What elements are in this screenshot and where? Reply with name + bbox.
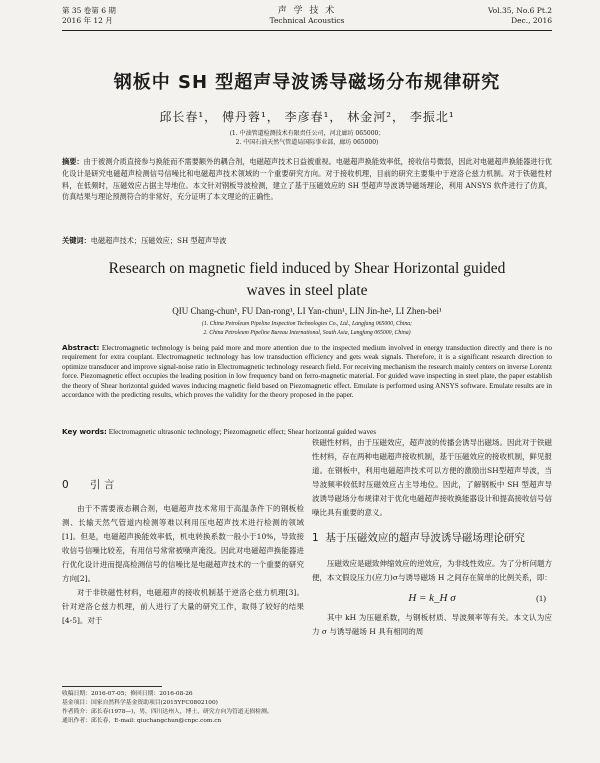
affiliations-en: [62, 320, 552, 337]
abstract-en: [62, 343, 552, 400]
footnote-received: 收稿日期：2016-07-05；修回日期：2016-08-26: [62, 691, 193, 697]
right-paragraph-1: 铁磁性材料，由于压磁效应，超声波的传播会诱导出磁场。因此对于铁磁性材料，存在两种电磁超声接收机制，基于压磁效应的接收机制，鲜见报道。在钢板中，利用电磁超声技术可以方便的激励出SH型超声导波，当导波频率较低时压磁效应占主导地位。因此，了解钢板中 SH 型超声导波诱导磁场分布规律对于优化电磁超声接收换能器设计和提高接收信号信噪比具有重要的意义。: [312, 438, 552, 517]
affiliation-cn-1: (1. 中油管道检测技术有限责任公司，河北廊坊 065000；: [229, 130, 385, 137]
footnote-author-bio: 作者简介：邱长春(1978—)，男，四川达州人，博士，研究方向为管道无损检测。: [62, 709, 273, 715]
section-0-number: 0: [62, 479, 69, 491]
title-en-line1: Research on magnetic field induced by Shear Horizontal guided: [108, 260, 506, 277]
affiliation-en-2: 2. China Petroleum Pipeline Bureau International, South Asia, Langfang 065000, China): [203, 329, 411, 336]
right-paragraph-3: 其中 kH 为压磁系数，与钢板材质、导波频率等有关。本文认为应力 σ 与诱导磁场 H 具有相同的周: [312, 613, 552, 636]
title-en: [62, 258, 552, 302]
footnote-rule: [62, 686, 162, 687]
authors-cn: 邱长春¹， 傅丹蓉¹， 李彦春¹， 林金河²， 李振北¹: [159, 110, 455, 124]
footnote-funding: 基金项目：国家自然科学基金资助项目(2015YFC0802100): [62, 700, 218, 706]
journal-name-en: Technical Acoustics: [269, 16, 345, 25]
title-cn: 钢板中 SH 型超声导波诱导磁场分布规律研究: [113, 72, 501, 93]
equation-1: [312, 591, 552, 605]
affiliations-cn: [62, 129, 552, 147]
section-1-heading: [312, 530, 552, 547]
header-center: [62, 6, 552, 26]
volume-en: Vol.35, No.6 Pt.2: [487, 6, 552, 15]
abstract-cn-text: 由于被测介质直接参与换能而不需要额外的耦合剂，电磁超声技术日益被重视。电磁超声换能效率低，接收信号微弱，因此对电磁超声换能器进行优化设计是研究电磁超声检测信号信噪比和电磁超声技术领域的一个重要研究方向。对于接收机理，目前的研究主要集中于逆洛仑兹力机制。对于铁磁性材料，在低频时，压磁效应占据主导地位。本文针对钢板导波检测，建立了基于压磁效应的 SH 型超声导波诱导磁场理论，利用 ANSYS 软件进行了仿真，仿真结果与理论预测符合的非常好，充分证明了本文理论的正确性。: [62, 157, 552, 202]
equation-1-number: (1): [536, 593, 546, 603]
keywords-en-text: Electromagnetic ultrasonic technology; Piezomagnetic effect; Shear horizontal guided waves: [108, 428, 377, 436]
keywords-en-label: Key words:: [62, 427, 107, 436]
affiliation-en-1: (1. China Petroleum Pipeline Inspection Technologies Co., Ltd., Langfang 065000, China;: [201, 321, 413, 327]
header-rule: [62, 30, 552, 31]
equation-1-body: H = k_H σ: [408, 592, 456, 604]
keywords-cn-text: 电磁超声技术；压磁效应；SH 型超声导波: [90, 236, 227, 245]
issue-date: 2016 年 12 月: [62, 16, 113, 25]
keywords-cn-label: 关键词：: [62, 236, 91, 245]
section-0-heading: [62, 478, 304, 492]
header-right: [488, 6, 552, 26]
abstract-cn: [62, 156, 552, 203]
footnotes: [62, 690, 304, 726]
volume-issue: 第 35 卷第 6 期: [62, 6, 116, 15]
section-0-title: 引 言: [90, 479, 115, 491]
keywords-cn: [62, 236, 552, 246]
journal-name-cn: 声 学 技 术: [277, 6, 337, 16]
intro-paragraph-2: 对于非铁磁性材料，电磁超声的接收机制基于逆洛仑兹力机理[3]。针对逆洛仑兹力机理，前人进行了大量的研究工作，取得了较好的结果[4-5]。对于: [62, 588, 304, 625]
affiliation-cn-2: 2. 中国石油天然气管道局国际事业部，廊坊 065000): [235, 139, 379, 146]
intro-paragraph-1: 由于不需要液态耦合剂，电磁超声技术常用于高温条件下的钢板检测、长输天然气管道内检测等难以利用压电超声技术进行检测的领域[1]。但是，电磁超声换能效率低，机电转换系数一般小于10%，导致接收信号信噪比较差，有用信号常常被噪声淹没。因此对电磁超声换能器进行优化设计进而提高检测信号的信噪比是电磁超声技术的一个重要的研究方向[2]。: [62, 504, 304, 583]
date-en: Dec., 2016: [511, 16, 552, 25]
abstract-en-text: Electromagnetic technology is being paid more and more attention due to the inspected medium involved in energy transduction directly and there is no requirement for extra couplant. Electromagnetic technology has low transduction efficiency and gets weak signals. Therefore, it is a significant research direction to optimize transducer and improve signal-noise ratio in Electromagnetic technology research field. For receiving mechanism the research mainly centers on inverse Lorentz force. Piezomagnetic effect occupies the leading position in low frequency band on ferro-magnetic material. For guided wave inspecting in steel plate, the paper establish the theory of Shear horizontal guided waves inducing magnetic field based on Piezomagnetic effect. Emulate is performed using ANSYS software. Emulate results are in accordance with the predicting results, which proves the validity for the theory proposed in the paper.: [62, 344, 552, 400]
running-header: [62, 4, 552, 32]
abstract-en-label: Abstract:: [62, 343, 100, 352]
section-1-number: 1: [312, 532, 319, 544]
section-1-title: 基于压磁效应的超声导波诱导磁场理论研究: [325, 532, 525, 544]
footnote-correspondence: 通讯作者：邱长春，E-mail: qiuchangchun@cnpc.com.cn: [62, 718, 222, 724]
right-column: [312, 436, 552, 639]
keywords-en: [62, 427, 552, 436]
title-en-line2: waves in steel plate: [246, 282, 368, 299]
authors-en: QIU Chang-chun¹, FU Dan-rong¹, LI Yan-chun¹, LIN Jin-he², LI Zhen-bei¹: [172, 306, 442, 316]
right-paragraph-2: 压磁效应是磁致伸缩效应的逆效应，为非线性效应。为了分析问题方便，本文假设压力(应力)σ与诱导磁场 H 之间存在简单的比例关系，即：: [312, 559, 552, 582]
left-column: [62, 478, 304, 628]
abstract-cn-label: 摘要：: [62, 157, 84, 166]
